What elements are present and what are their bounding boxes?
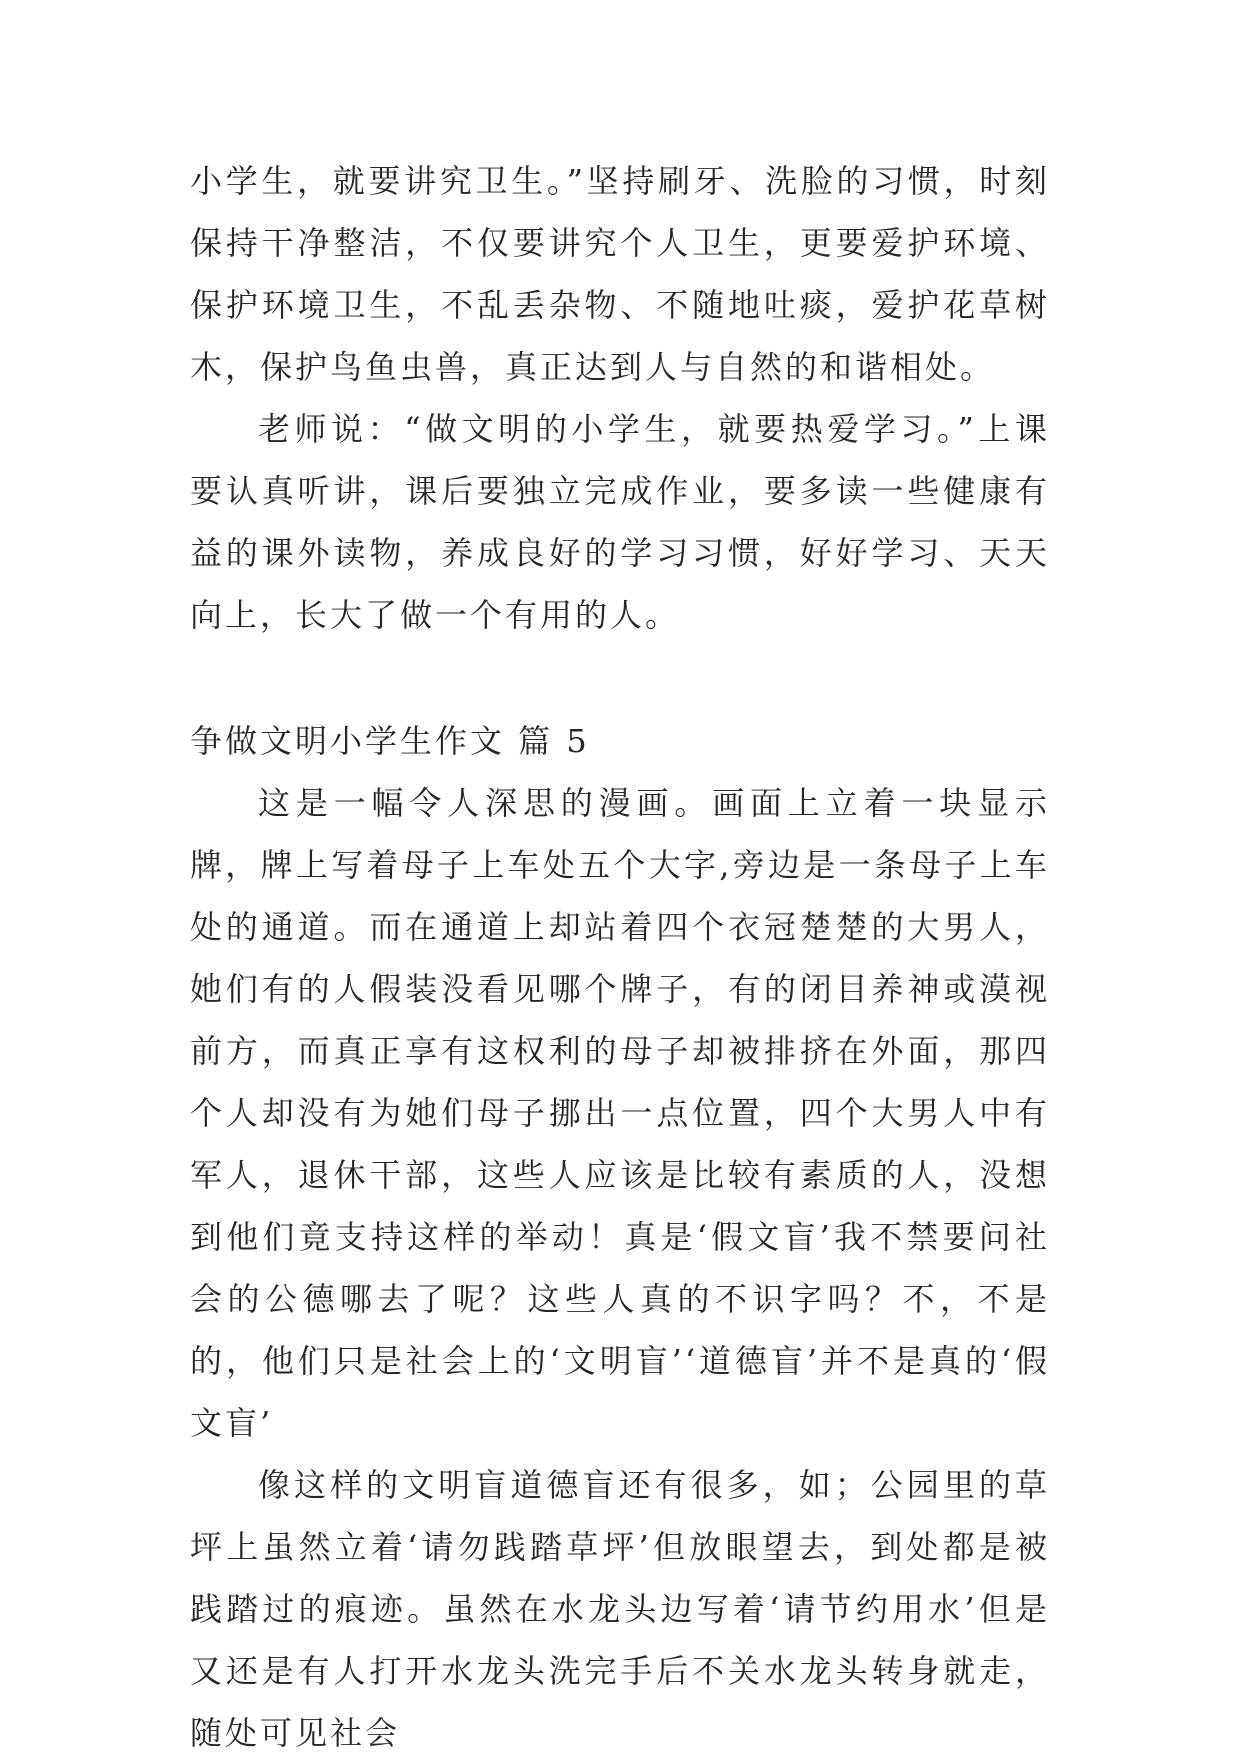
paragraph-cartoon: 这是一幅令人深思的漫画。画面上立着一块显示牌，牌上写着母子上车处五个大字,旁边是一条母子上车处的通道。而在通道上却站着四个衣冠楚楚的大男人，她们有的人假装没看见哪个牌子，有的闭目养神或漠视前方，而真正享有这权利的母子却被排挤在外面，那四个人却没有为她们母子挪出一点位置，四个大男人中有军人，退休干部，这些人应该是比较有素质的人，没想到他们竟支持这样的举动！真是‘假文盲’我不禁要问社会的公德哪去了呢？这些人真的不识字吗？不，不是的，他们只是社会上的‘文明盲’‘道德盲’并不是真的‘假文盲’ <box>190 784 1050 1442</box>
section-title: 争做文明小学生作文 篇 5 <box>190 722 590 760</box>
paragraph-continued: 小学生，就要讲究卫生。”坚持刷牙、洗脸的习惯，时刻保持干净整洁，不仅要讲究个人卫生，更要爱护环境、保护环境卫生，不乱丢杂物、不随地吐痰，爱护花草树木，保护鸟鱼虫兽，真正达到人与自然的和谐相处。 <box>190 162 1050 386</box>
document-body <box>190 150 1050 1764</box>
paragraph-teacher-study: 老师说：“做文明的小学生，就要热爱学习。”上课要认真听讲，课后要独立完成作业，要多读一些健康有益的课外读物，养成良好的学习习惯，好好学习、天天向上，长大了做一个有用的人。 <box>190 410 1050 634</box>
paragraph-examples: 像这样的文明盲道德盲还有很多，如；公园里的草坪上虽然立着‘请勿践踏草坪’但放眼望去，到处都是被践踏过的痕迹。虽然在水龙头边写着‘请节约用水’但是又还是有人打开水龙头洗完手后不关水龙头转身就走，随处可见社会 <box>190 1466 1050 1752</box>
section-spacer <box>190 646 1050 710</box>
